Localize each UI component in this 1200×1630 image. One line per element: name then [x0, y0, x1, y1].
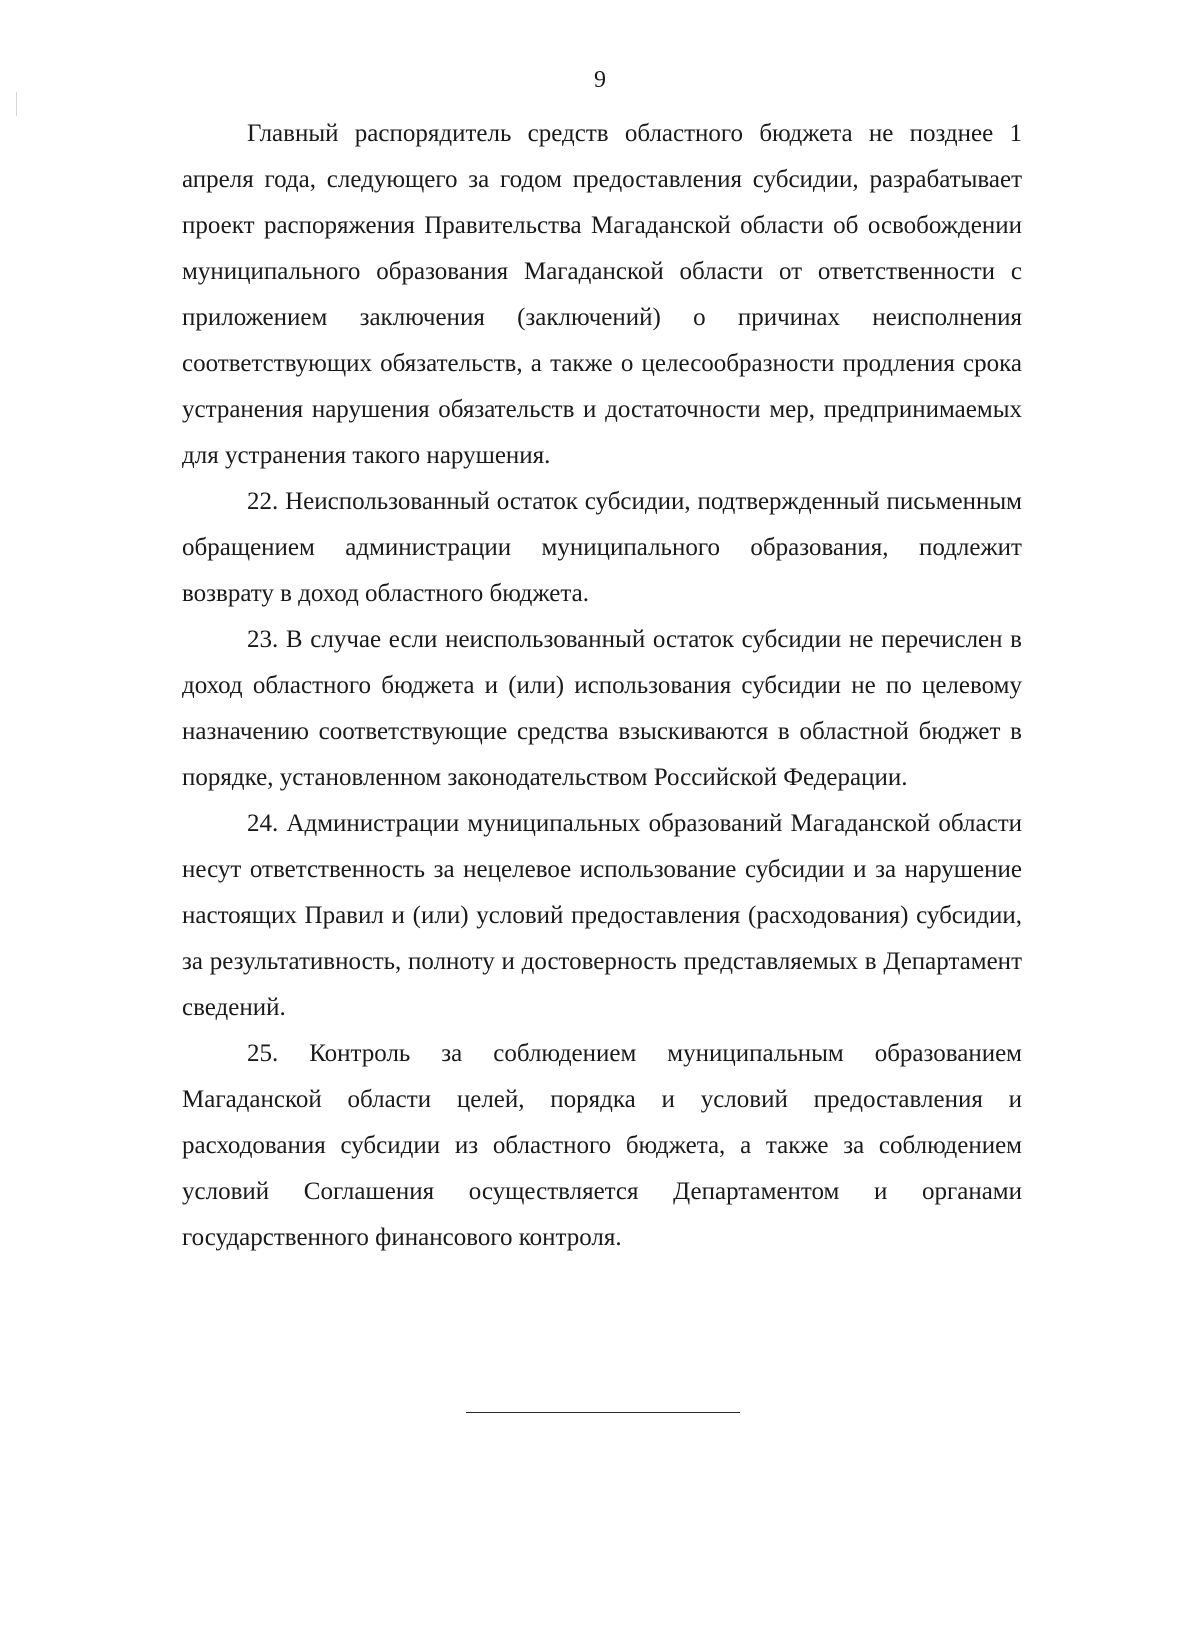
page-number: 9: [594, 67, 606, 93]
paragraph-25: 25. Контроль за соблюдением муниципальным образованием Магаданской области целей, порядка и условий предоставления и расходования субсидии из областного бюджета, а также за соблюдением условий Соглашения осуществляется Департаментом и органами государственного финансового контроля.: [182, 1040, 1022, 1251]
paragraph-continuation: Главный распорядитель средств областного бюджета не позднее 1 апреля года, следующего за годом предоставления субсидии, разрабатывает проект распоряжения Правительства Магаданской области об освобождении муниципального образования Магаданской области от ответственности с приложением заключения (заключений) о причинах неисполнения соответствующих обязательств, а также о целесообразности продления срока устранения нарушения обязательств и достаточности мер, предпринимаемых для устранения такого нарушения.: [182, 120, 1022, 469]
paragraph-22: 22. Неиспользованный остаток субсидии, подтвержденный письменным обращением администрации муниципального образования, подлежит возврату в доход областного бюджета.: [182, 488, 1022, 607]
paragraph-24: 24. Администрации муниципальных образований Магаданской области несут ответственность за нецелевое использование субсидии и за нарушение настоящих Правил и (или) условий предоставления (расходования) субсидии, за результативность, полноту и достоверность представляемых в Департамент сведений.: [182, 810, 1022, 1021]
document-body: [182, 111, 1022, 1261]
paragraph-23: 23. В случае если неиспользованный остаток субсидии не перечислен в доход областного бюджета и (или) использования субсидии не по целевому назначению соответствующие средства взыскиваются в областной бюджет в порядке, установленном законодательством Российской Федерации.: [182, 626, 1022, 791]
closing-rule: [466, 1412, 740, 1413]
scan-margin-mark: [16, 92, 17, 116]
